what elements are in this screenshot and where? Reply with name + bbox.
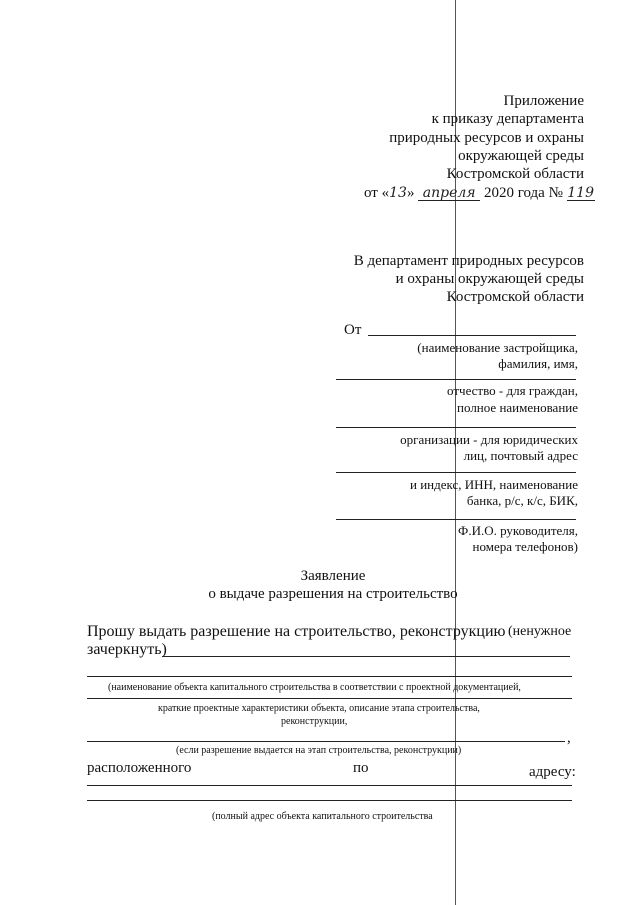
from-field-line: [336, 472, 576, 473]
request-text: Прошу выдать разрешение на строительство, реконструкцию: [87, 623, 506, 640]
object-hint: (наименование объекта капитального строительства в соответствии с проектной документацией,: [108, 682, 521, 693]
appendix-line: к приказу департамента: [431, 111, 584, 127]
addressee-line: В департамент природных ресурсов: [353, 253, 584, 269]
located-word: адресу:: [529, 764, 576, 780]
handwritten-month: апреля: [418, 186, 480, 201]
from-hint: организации - для юридических: [400, 432, 578, 447]
located-word: расположенного: [87, 760, 192, 776]
order-date-line: [364, 186, 595, 201]
object-hint: краткие проектные характеристики объекта, описание этапа строительства,: [158, 703, 480, 714]
request-note: (ненужное: [508, 624, 572, 639]
handwritten-day: 13: [389, 185, 407, 201]
appendix-line: окружающей среды: [458, 148, 584, 164]
from-hint: Ф.И.О. руководителя,: [458, 523, 578, 538]
from-field-line: [336, 519, 576, 520]
title-line: Заявление: [300, 568, 366, 584]
located-word: по: [353, 760, 369, 776]
addressee-line: и охраны окружающей среды: [395, 271, 584, 287]
appendix-line: Костромской области: [446, 166, 584, 182]
appendix-line: природных ресурсов и охраны: [389, 130, 584, 146]
from-hint: и индекс, ИНН, наименование: [410, 477, 578, 492]
year-text: 2020 года №: [483, 185, 563, 201]
from-field-line: [368, 335, 576, 336]
appendix-title: Приложение: [503, 93, 584, 109]
stage-hint: (если разрешение выдается на этап строительства, реконструкции): [176, 745, 462, 756]
from-hint: номера телефонов): [472, 539, 578, 554]
request-text-cont: зачеркнуть): [87, 641, 167, 658]
from-field-line: [336, 427, 576, 428]
from-label: От: [344, 322, 362, 338]
address-field[interactable]: [87, 800, 572, 801]
date-prefix: от «: [364, 185, 390, 201]
from-hint: (наименование застройщика,: [417, 340, 578, 355]
object-name-field[interactable]: [87, 676, 572, 677]
from-hint: банка, р/с, к/с, БИК,: [466, 493, 578, 508]
from-hint: фамилия, имя,: [498, 356, 578, 371]
comma: ,: [567, 730, 571, 746]
from-hint: лиц, почтовый адрес: [463, 448, 578, 463]
title-subline: о выдаче разрешения на строительство: [208, 586, 458, 602]
address-field[interactable]: [87, 785, 572, 786]
from-hint: полное наименование: [457, 400, 578, 415]
addressee-line: Костромской области: [446, 289, 584, 305]
date-mid: »: [406, 185, 415, 201]
handwritten-number: 119: [567, 185, 594, 201]
from-hint: отчество - для граждан,: [447, 383, 578, 398]
stage-field[interactable]: [87, 741, 565, 742]
object-name-field[interactable]: [87, 698, 572, 699]
object-name-field[interactable]: [162, 656, 570, 657]
object-hint: реконструкции,: [281, 716, 348, 727]
from-field-line: [336, 379, 576, 380]
address-hint: (полный адрес объекта капитального строительства: [212, 811, 433, 822]
